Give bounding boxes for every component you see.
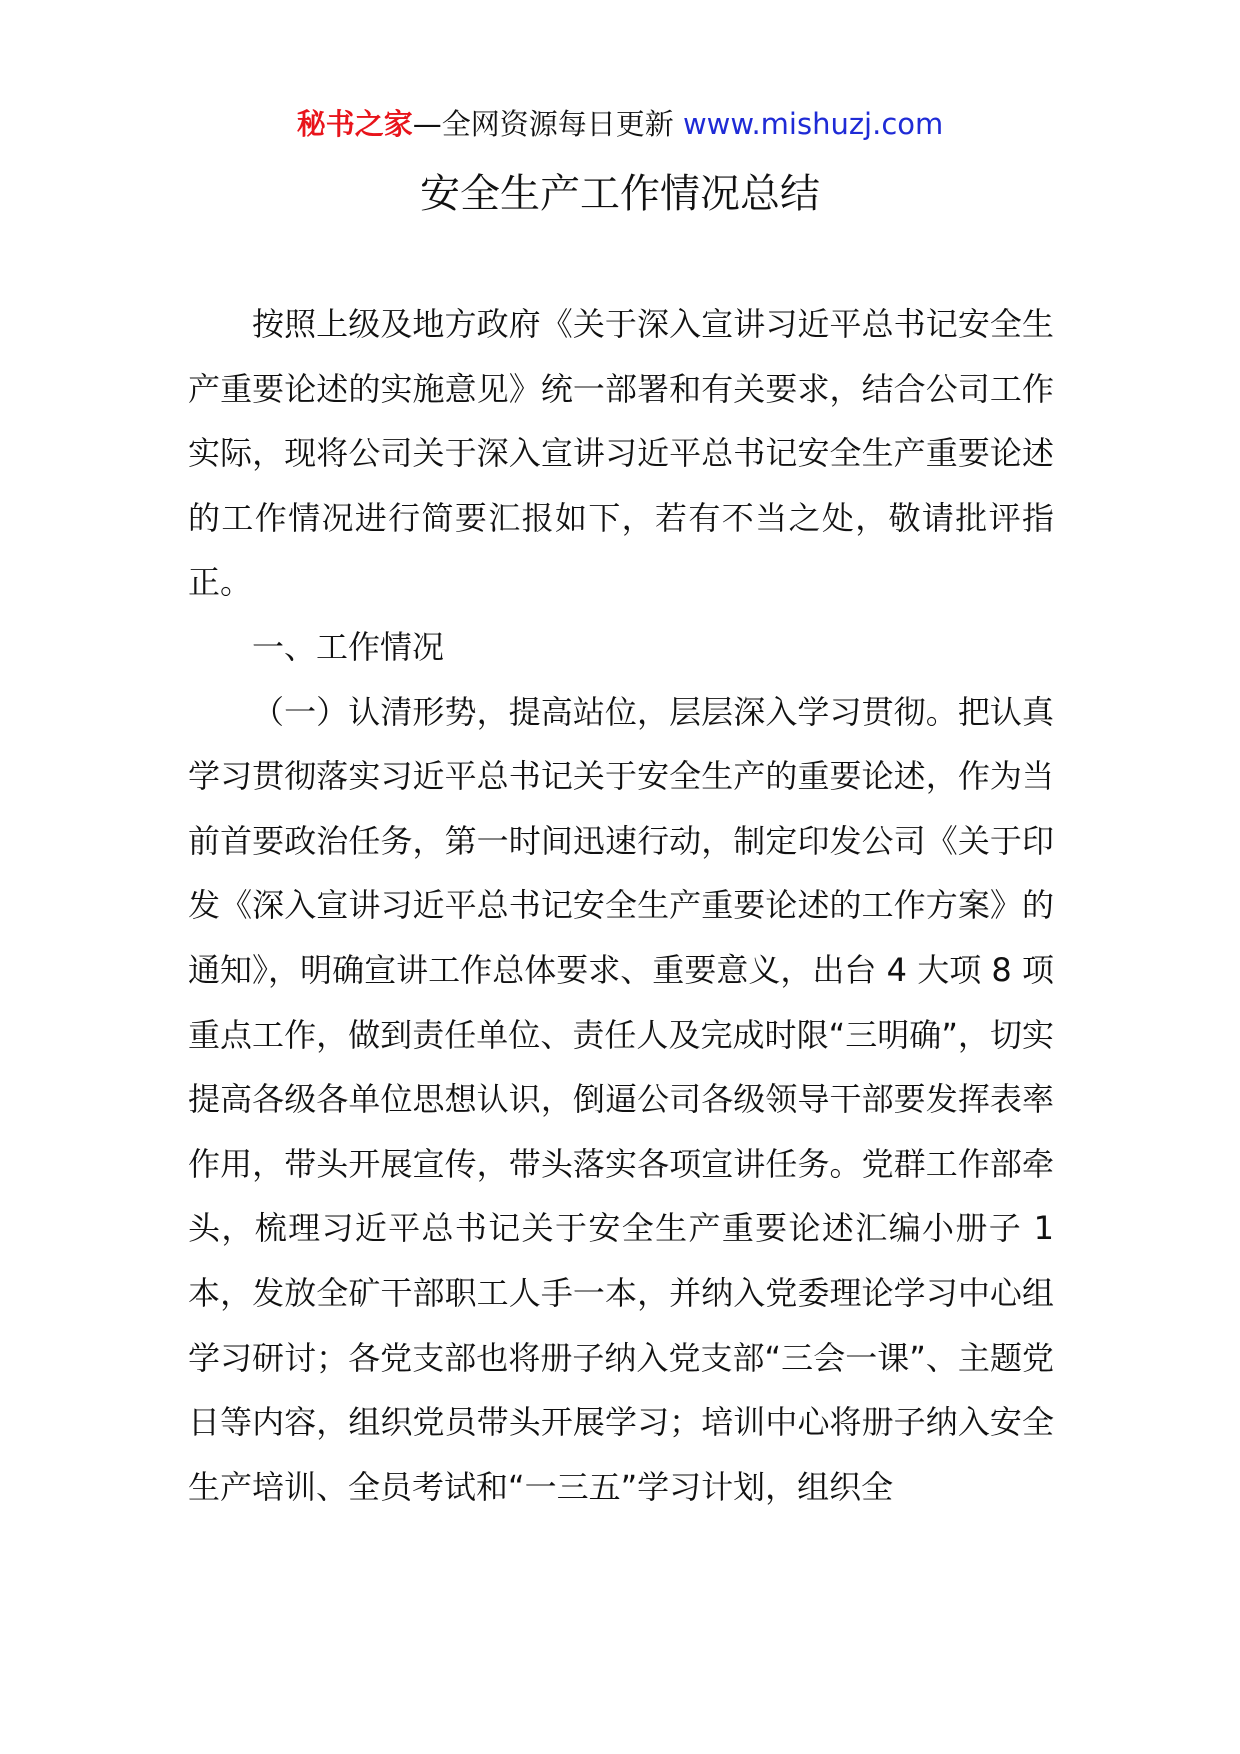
document-body	[188, 292, 1054, 1519]
site-banner	[0, 104, 1240, 144]
site-url-link[interactable]: www.mishuzj.com	[682, 107, 944, 141]
body-paragraph: （一）认清形势，提高站位，层层深入学习贯彻。把认真学习贯彻落实习近平总书记关于安全生产的重要论述，作为当前首要政治任务，第一时间迅速行动，制定印发公司《关于印发《深入宣讲习近平总书记安全生产重要论述的工作方案》的通知》，明确宣讲工作总体要求、重要意义，出台 4 大项 8 项重点工作，做到责任单位、责任人及完成时限“三明确”，切实提高各级各单位思想认识，倒逼公司各级领导干部要发挥表率作用，带头开展宣传，带头落实各项宣讲任务。党群工作部牵头，梳理习近平总书记关于安全生产重要论述汇编小册子 1 本，发放全矿干部职工人手一本，并纳入党委理论学习中心组学习研讨；各党支部也将册子纳入党支部“三会一课”、主题党日等内容，组织党员带头开展学习；培训中心将册子纳入安全生产培训、全员考试和“一三五”学习计划，组织全	[188, 692, 1054, 1506]
banner-tagline: —全网资源每日更新	[412, 107, 683, 141]
intro-paragraph: 按照上级及地方政府《关于深入宣讲习近平总书记安全生产重要论述的实施意见》统一部署和有关要求，结合公司工作实际，现将公司关于深入宣讲习近平总书记安全生产重要论述的工作情况进行简要汇报如下，若有不当之处，敬请批评指正。	[188, 305, 1054, 602]
brand-name: 秘书之家	[296, 107, 413, 141]
section-heading: 一、工作情况	[252, 627, 445, 666]
document-title: 安全生产工作情况总结	[420, 171, 820, 217]
